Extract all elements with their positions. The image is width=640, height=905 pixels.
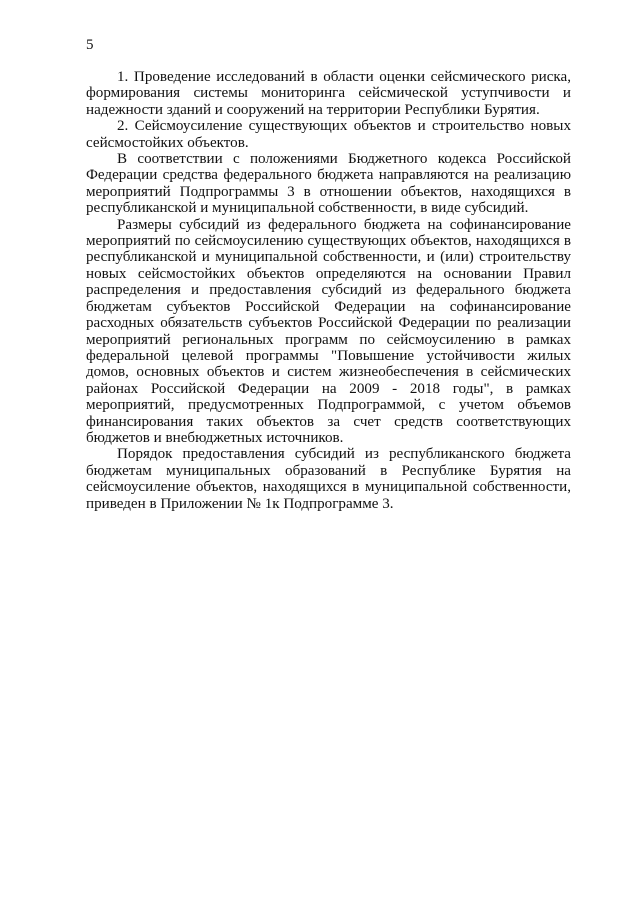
page-number: 5 xyxy=(86,37,94,53)
paragraph-budget-code: В соответствии с положениями Бюджетного кодекса Российской Федерации средства федерального бюджета направляются на реализацию мероприятий Подпрограммы 3 в отношении объектов, находящихся в республиканской и муниципальной собственности, в виде субсидий. xyxy=(86,151,571,217)
paragraph-subsidy-procedure: Порядок предоставления субсидий из республиканского бюджета бюджетам муниципальных образований в Республике Бурятия на сейсмоусиление объектов, находящихся в муниципальной собственности, приведен в Приложении № 1к Подпрограмме 3. xyxy=(86,446,571,512)
paragraph-research: 1. Проведение исследований в области оценки сейсмического риска, формирования системы мониторинга сейсмической уступчивости и надежности зданий и сооружений на территории Республики Бурятия. xyxy=(86,69,571,118)
paragraph-subsidy-sizes: Размеры субсидий из федерального бюджета на софинансирование мероприятий по сейсмоусилению существующих объектов, находящихся в республиканской и муниципальной собственности, и (или) строительству новых сейсмостойких объектов определяются на основании Правил распределения и предоставления субсидий из федерального бюджета бюджетам субъектов Российской Федерации на софинансирование расходных обязательств субъектов Российской Федерации по реализации мероприятий региональных программ по сейсмоусилению в рамках федеральной целевой программы "Повышение устойчивости жилых домов, основных объектов и систем жизнеобеспечения в сейсмических районах Российской Федерации на 2009 - 2018 годы", в рамках мероприятий, предусмотренных Подпрограммой, с учетом объемов финансирования таких объектов за счет средств соответствующих бюджетов и внебюджетных источников. xyxy=(86,216,571,446)
paragraph-seismic-strengthening: 2. Сейсмоусиление существующих объектов и строительство новых сейсмостойких объектов. xyxy=(86,118,571,151)
document-body xyxy=(86,69,571,512)
